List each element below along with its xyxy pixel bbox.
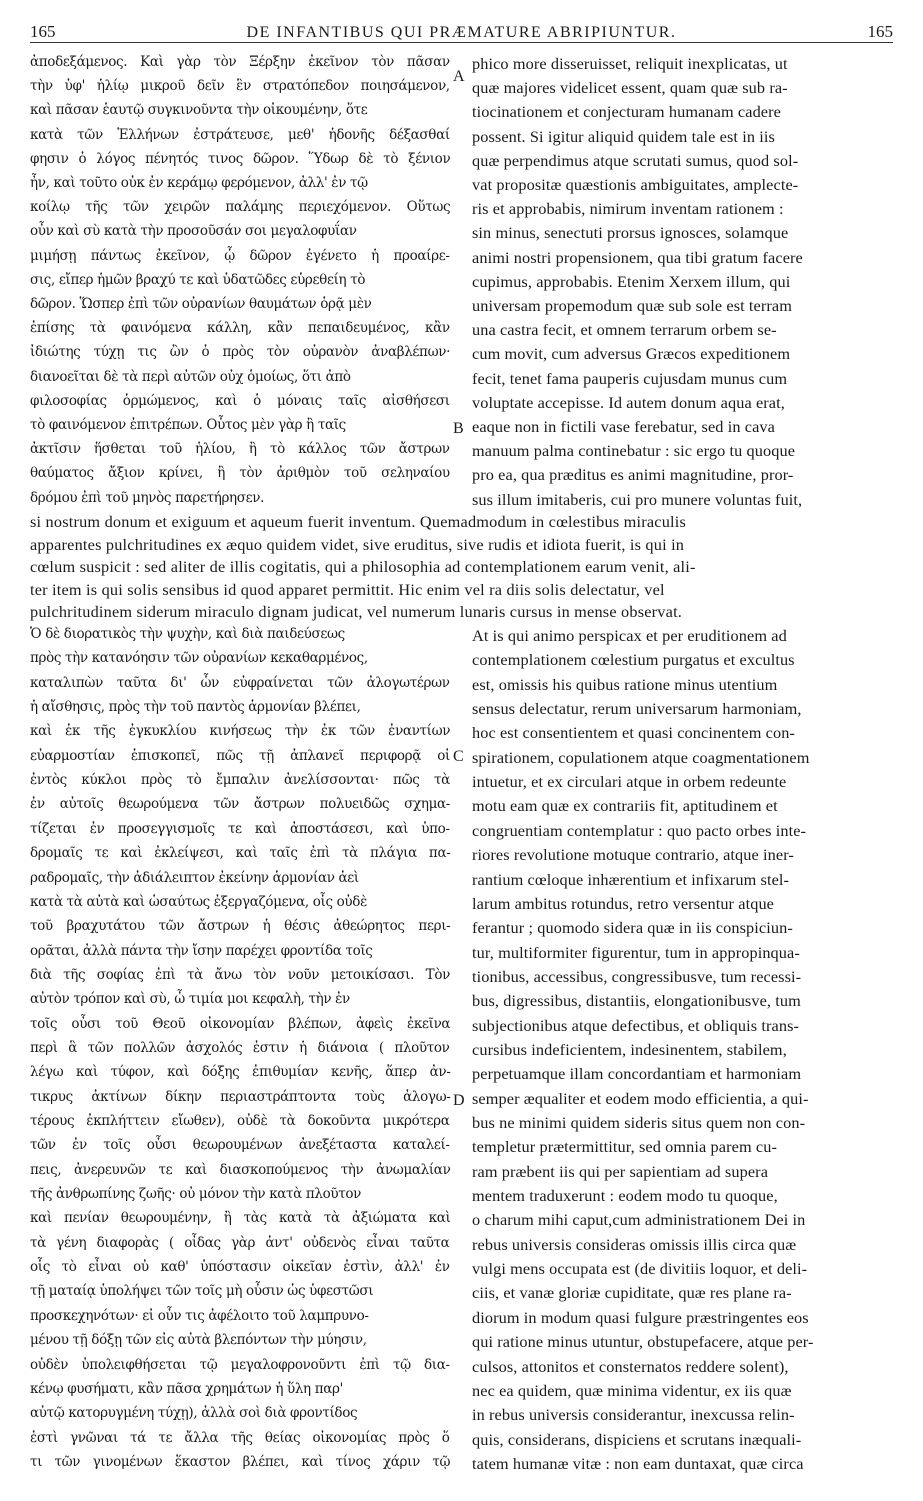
text-line: καὶ πᾶσαν ἑαυτῷ συγκινοῦντα τὴν οἰκουμένην, ὅτε bbox=[30, 102, 368, 119]
text-line: ἡ αἴσθησις, πρὸς τὴν τοῦ παντὸς ἁρμονίαν βλέπει, bbox=[30, 699, 361, 716]
text-line: πεις, ἀνερευνῶν τε καὶ διασκοπούμενος τὴν ἀνωμαλίαν bbox=[30, 1161, 451, 1178]
text-line: τι τῶν γινομένων ἕκαστον βλέπει, καὶ τίνος χάριν τῷ bbox=[30, 1453, 451, 1470]
text-line: οὖν καὶ σὺ κατὰ τὴν προσοῦσάν σοι μεγαλοφυΐαν bbox=[30, 223, 357, 240]
text-line: tiocinationem et conjecturam humanam cadere bbox=[472, 102, 781, 122]
text-line: καταλιπὼν ταῦτα δι' ὧν εὐφραίνεται τῶν ἀλογωτέρων bbox=[30, 674, 450, 691]
text-line: sensus delectatur, rerum universarum harmoniam, bbox=[472, 699, 802, 719]
text-line: φησιν ὁ λόγος πένητός τινος δῶρον. Ὕδωρ δὲ τὸ ξένιον bbox=[30, 150, 451, 167]
text-line: est, omissis his quibus ratione minus utentium bbox=[472, 674, 778, 694]
text-line: ram præbent iis qui per sapientiam ad supera bbox=[472, 1161, 769, 1181]
text-line: ἀκτῖσιν ἥσθεται τοῦ ἡλίου, ἢ τὸ κάλλος τῶν ἄστρων bbox=[30, 441, 450, 458]
text-line: pro ea, qua præditus es animi magnitudine, pror- bbox=[472, 465, 794, 485]
latin-column-1 bbox=[472, 54, 894, 514]
text-line: δῶρον. Ὥσπερ ἐπὶ τῶν οὐρανίων θαυμάτων ὁρᾷ μὲν bbox=[30, 296, 372, 312]
text-line: καὶ πενίαν θεωρουμένην, ἢ τὰς κατὰ τὰ ἀξιώματα καὶ bbox=[30, 1210, 451, 1227]
margin-marker-c: C bbox=[453, 748, 464, 765]
greek-column-1 bbox=[30, 54, 450, 514]
text-line: quis, considerans, dispiciens et scrutans inæquali- bbox=[472, 1429, 802, 1449]
page-number-right: 165 bbox=[867, 22, 893, 41]
text-line: τὰ γένη διαφορὰς ( οἶδας γὰρ ἀντ' οὐδενὸς εἶναι ταῦτα bbox=[30, 1234, 450, 1251]
full-width-paragraph bbox=[30, 512, 894, 632]
text-line: larum ambitus rotundus, retro versentur atque bbox=[472, 893, 775, 913]
text-line: rebus universis consideras omissis illis circa quæ bbox=[472, 1234, 797, 1254]
text-line: motu eam quæ ex contrariis fit, aptitudinem et bbox=[472, 796, 778, 816]
text-line: mentem traduxerunt : eodem modo tu quoque, bbox=[472, 1186, 778, 1206]
text-line: tatem humanæ vitæ : non eam duntaxat, quæ circa bbox=[472, 1453, 804, 1473]
text-line: φιλοσοφίας ὁρμώμενος, καὶ ὁ μόναις ταῖς αἰσθήσεσι bbox=[30, 392, 450, 409]
text-line: manuum palma continebatur : sic ergo tu quoque bbox=[472, 441, 796, 461]
text-line: ἦν, καὶ τοῦτο οὐκ ἐν κεράμῳ φερόμενον, ἀλλ' ἐν τῷ bbox=[30, 175, 368, 191]
text-line: animi nostri propensionem, qua tibi gratum facere bbox=[472, 247, 803, 267]
text-line: in rebus universis considerantur, inexcussa relin- bbox=[472, 1405, 795, 1425]
text-line: riores revolutione motuque contrario, atque iner- bbox=[472, 845, 794, 865]
text-line: οἷς τὸ εἶναι οὐ καθ' ὑπόστασιν οἰκεῖαν ἐστὶν, ἀλλ' ἐν bbox=[30, 1259, 450, 1276]
text-line: τικρυς ἀκτίνων δίκην περιαστράπτοντα τοὺς ἀλογω- bbox=[30, 1088, 451, 1105]
text-line: προσκεχηνότων· εἰ οὖν τις ἀφέλοιτο τοῦ λαμπρυνο- bbox=[30, 1307, 369, 1324]
text-line: contemplationem cœlestium purgatus et excultus bbox=[472, 650, 795, 670]
text-line: ter item is qui solis sensibus id quod apparet permittit. Hic enim vel ra diis solis delectatur, vel bbox=[30, 579, 665, 599]
text-line: tionibus, accessibus, congressibusve, tum recessi- bbox=[472, 966, 802, 986]
latin-column-2 bbox=[472, 626, 894, 1496]
text-line: αὐτῷ κατορυγμένη τύχῃ), ἀλλὰ σοὶ διὰ φροντίδος bbox=[30, 1405, 358, 1422]
text-line: phico more disseruisset, reliquit inexplicatas, ut bbox=[472, 54, 788, 73]
text-line: διὰ τῆς σοφίας ἐπὶ τὰ ἄνω τὸν νοῦν μετοικίσασι. Τὸν bbox=[30, 966, 450, 983]
text-line: vulgi mens occupata est (de divitiis loquor, et deli- bbox=[472, 1259, 808, 1279]
text-line: semper æqualiter et eodem modo efficientia, a qui- bbox=[472, 1088, 809, 1108]
text-line: subjectionibus atque defectibus, et obliquis trans- bbox=[472, 1015, 800, 1035]
text-line: cum movit, cum adversus Græcos expeditionem bbox=[472, 344, 791, 364]
text-line: οὐδὲν ὑπολειφθήσεται τῷ μεγαλοφρονοῦντι ἐπὶ τῷ δια- bbox=[30, 1356, 450, 1373]
text-line: δρόμου ἐπὶ τοῦ μηνὸς παρετήρησεν. bbox=[30, 489, 265, 506]
text-line: μιμήσῃ πάντως ἐκεῖνον, ᾧ δῶρον ἐγένετο ἡ προαίρε- bbox=[30, 247, 450, 264]
text-line: perpetuamque illam concordantiam et harmoniam bbox=[472, 1064, 802, 1084]
text-line: τῇ ματαίᾳ ὑπολήψει τῶν τοῖς μὴ οὖσιν ὡς ὑφεστῶσι bbox=[30, 1283, 374, 1300]
text-line: ἀποδεξάμενος. Καὶ γὰρ τὸν Ξέρξην ἐκεῖνον τὸν πᾶσαν bbox=[30, 54, 450, 70]
text-line: cœlum suspicit : sed aliter de illis cogitatis, qui a philosophia ad contemplationem earum venit, ali- bbox=[30, 557, 696, 577]
text-line: ἐστὶ γνῶναι τά τε ἄλλα τῆς θείας οἰκονομίας πρὸς ὅ bbox=[30, 1429, 450, 1446]
text-line: At is qui animo perspicax et per eruditionem ad bbox=[472, 626, 787, 645]
text-line: quæ perpendimus atque scrutati sumus, quod sol- bbox=[472, 150, 799, 170]
text-line: ορᾶται, ἀλλὰ πάντα τὴν ἴσην παρέχει φροντίδα τοῖς bbox=[30, 942, 373, 959]
text-line: εὐαρμοστίαν ἐπισκοπεῖ, πῶς τῇ ἀπλανεῖ περιφορᾷ οἱ bbox=[30, 747, 450, 764]
greek-column-2 bbox=[30, 626, 450, 1496]
text-line: una castra fecit, et omnem terrarum orbem se- bbox=[472, 320, 777, 340]
text-line: congruentiam contemplatur : quo pacto orbes inte- bbox=[472, 820, 807, 840]
text-line: ris et approbabis, nimirum inventam rationem : bbox=[472, 199, 784, 219]
text-line: quæ majores videlicet essent, quam quæ sub ra- bbox=[472, 78, 788, 98]
text-line: o charum mihi caput,cum administrationem Dei in bbox=[472, 1210, 806, 1230]
text-line: τῆς ἀνθρωπίνης ζωῆς· οὐ μόνον τὴν κατὰ πλοῦτον bbox=[30, 1186, 361, 1203]
text-line: templetur prætermittitur, sed omnia parem cu- bbox=[472, 1137, 777, 1157]
text-line: sin minus, senectuti prorsus ignosces, solamque bbox=[472, 223, 789, 243]
text-line: spirationem, copulationem atque coagmentationem bbox=[472, 747, 810, 767]
margin-marker-a: A bbox=[453, 68, 465, 85]
text-line: qui ratione minus utuntur, obstupefacere, atque per- bbox=[472, 1332, 814, 1352]
text-line: θαύματος ἄξιον κρίνει, ἢ τὸν ἀριθμὸν τοῦ σεληναίου bbox=[30, 465, 450, 482]
text-line: ciis, et vanæ gloriæ cupiditate, quæ res plane ra- bbox=[472, 1283, 792, 1303]
margin-marker-b: B bbox=[453, 420, 464, 437]
running-header bbox=[30, 8, 893, 43]
text-line: κατὰ τὰ αὐτὰ καὶ ὡσαύτως ἐξεργαζόμενα, οἷς οὐδὲ bbox=[30, 893, 367, 910]
text-line: Ὁ δὲ διορατικὸς τὴν ψυχὴν, καὶ διὰ παιδεύσεως bbox=[30, 626, 345, 642]
text-line: diorum in modum quasi fulgure præstringentes eos bbox=[472, 1307, 809, 1327]
text-line: vat propositæ quæstionis ambiguitates, amplecte- bbox=[472, 175, 799, 194]
text-line: τῶν ἐν τοῖς οὖσι θεωρουμένων ἀνεξέταστα καταλεί- bbox=[30, 1137, 450, 1154]
text-line: nec ea quidem, quæ minima videntur, ex iis quæ bbox=[472, 1380, 792, 1400]
text-line: hoc est consentientem et quasi concinentem con- bbox=[472, 723, 795, 743]
text-line: αὐτὸν τρόπον καὶ σὺ, ὦ τιμία μοι κεφαλὴ, τὴν ἐν bbox=[30, 991, 350, 1008]
text-line: rantium cœloque inhærentium et infixarum stel- bbox=[472, 869, 790, 889]
text-line: tur, multiformiter figurentur, tum in appropinqua- bbox=[472, 942, 800, 962]
text-line: ἰδιώτης τύχῃ τις ὢν ὁ πρὸς τὸν οὐρανὸν ἀναβλέπων· bbox=[30, 344, 451, 361]
text-line: ferantur ; quomodo sidera quæ in iis conspiciun- bbox=[472, 918, 793, 938]
text-line: δρομαῖς τε καὶ ἐκλείψεσι, καὶ ταῖς ἐπὶ τὰ πλάγια πα- bbox=[30, 845, 451, 862]
text-line: ἐν αὐτοῖς θεωρούμενα τῶν ἄστρων πολυειδῶς σχημα- bbox=[30, 796, 450, 813]
text-line: τίζεται ἐν προσεγγισμοῖς τε καὶ ἀποστάσεσι, καὶ ὑπο- bbox=[30, 820, 450, 837]
page-number-left: 165 bbox=[30, 22, 56, 41]
text-line: τοῖς οὖσι τοῦ Θεοῦ οἰκονομίαν βλέπων, ἀφεὶς ἐκεῖνα bbox=[30, 1015, 451, 1032]
text-line: eaque non in fictili vase ferebatur, sed in cava bbox=[472, 417, 775, 436]
text-line: σις, εἴπερ ἡμῶν βραχύ τε καὶ ὑδατῶδες εὑρεθείη τὸ bbox=[30, 271, 366, 288]
text-line: bus ne minimi quidem sideris situs quem non con- bbox=[472, 1113, 806, 1132]
text-line: διανοεῖται δὲ τὰ περὶ αὐτῶν οὐχ ὁμοίως, ὅτι ἀπὸ bbox=[30, 368, 351, 385]
text-line: voluptate accepisse. Id autem donum aqua erat, bbox=[472, 392, 785, 412]
text-line: κατὰ τῶν Ἑλλήνων ἐστράτευσε, μεθ' ἡδονῆς δέξασθαί bbox=[30, 126, 450, 143]
text-line: περὶ ἃ τῶν πολλῶν ἀσχολός ἐστιν ἡ διάνοια ( πλοῦτον bbox=[30, 1039, 450, 1056]
text-line: πρὸς τὴν κατανόησιν τῶν οὐρανίων κεκαθαρμένος, bbox=[30, 650, 368, 667]
text-line: καὶ ἐκ τῆς ἐγκυκλίου κινήσεως τὴν ἐκ τῶν ἐναντίων bbox=[30, 723, 451, 740]
text-line: τὴν ὑφ' ἡλίῳ μικροῦ δεῖν ἓν στρατόπεδον ποιησάμενον, bbox=[30, 78, 450, 95]
text-line: τέρους ἐκπλήττειν εἴωθεν), οὐδὲ τὰ δοκοῦντα μικρότερα bbox=[30, 1113, 450, 1129]
text-line: possent. Si igitur aliquid quidem tale est in iis bbox=[472, 126, 775, 146]
text-line: apparentes pulchritudines ex æquo quidem videt, sive eruditus, sive rudis et idiota fuerit, is qui in bbox=[30, 534, 685, 554]
text-line: fecit, tenet fama pauperis cujusdam munus cum bbox=[472, 368, 788, 388]
text-line: si nostrum donum et exiguum et aqueum fuerit inventum. Quemadmodum in cœlestibus miraculis bbox=[30, 512, 687, 531]
text-line: cupimus, approbabis. Etenim Xerxem illum, qui bbox=[472, 271, 791, 291]
text-line: ραδρομαῖς, τὴν ἀδιάλειπτον ἐκείνην ἁρμονίαν ἀεὶ bbox=[30, 869, 359, 886]
text-line: ἐντὸς κύκλοι πρὸς τὸ ἔμπαλιν ἀνελίσσονται· πῶς τὰ bbox=[30, 772, 450, 789]
text-line: κένῳ φυσήματι, κἂν πᾶσα χρημάτων ἡ ὕλη παρ' bbox=[30, 1380, 343, 1397]
text-line: universam propemodum quæ sub sole est terram bbox=[472, 296, 793, 315]
running-title: DE INFANTIBUS QUI PRÆMATURE ABRIPIUNTUR. bbox=[246, 24, 677, 41]
text-line: bus, digressibus, distantiis, elongationibusve, tum bbox=[472, 991, 801, 1011]
text-line: cursibus indeficientem, indesinentem, stabilem, bbox=[472, 1039, 787, 1059]
text-line: ἐπίσης τὰ φαινόμενα κάλλη, κἂν πεπαιδευμένος, κἂν bbox=[30, 320, 450, 337]
text-line: culsos, attonitos et consternatos reddere solent), bbox=[472, 1356, 789, 1376]
text-line: μένου τῇ δόξῃ τῶν εἰς αὐτὰ βλεπόντων τὴν μύησιν, bbox=[30, 1332, 367, 1349]
text-line: pulchritudinem siderum miraculo dignam judicat, vel numerum lunaris cursus in mense observat. bbox=[30, 602, 683, 622]
text-line: sus illum imitaberis, cui pro munere voluntas fuit, bbox=[472, 489, 803, 509]
text-line: τοῦ βραχυτάτου τῶν ἄστρων ἡ θέσις ἀθεώρητος περι- bbox=[30, 918, 451, 935]
text-line: intuetur, et ex circulari atque in orbem redeunte bbox=[472, 772, 787, 792]
margin-marker-d: D bbox=[453, 1092, 465, 1109]
text-line: λέγω καὶ τύφον, καὶ δόξης ἐπιθυμίαν κενῆς, ἅπερ ἀν- bbox=[30, 1064, 451, 1081]
text-line: τὸ φαινόμενον ἐπιτρέπων. Οὗτος μὲν γὰρ ἢ ταῖς bbox=[30, 417, 346, 433]
text-line: κοίλῳ τῆς τῶν χειρῶν παλάμης περιεχόμενον. Οὕτως bbox=[30, 199, 451, 216]
